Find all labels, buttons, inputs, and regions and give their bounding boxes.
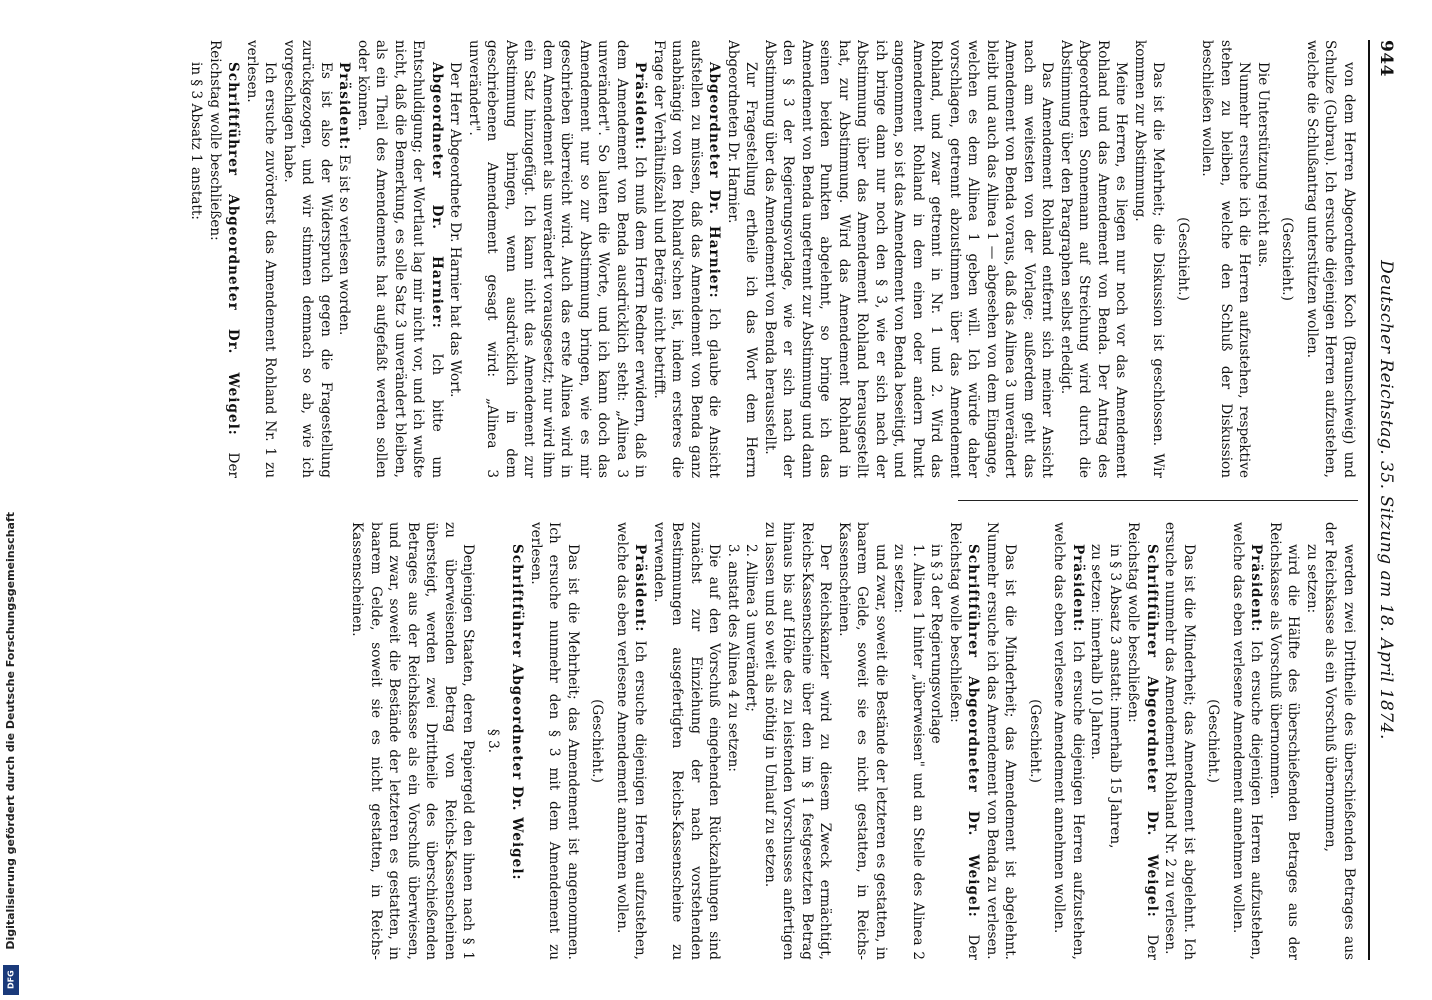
paragraph: Es ist also der Widerspruch gegen die Fragestellung zurückgezogen, und wir stimmen demnach so ab, wie ich vorgeschlagen habe. <box>281 40 334 478</box>
paragraph: Die auf den Vorschuß eingehenden Rückzahlungen sind zunächst zur Einziehung der nach vorstehenden Bestimmungen ausgefertigten Reichs-Kassenscheine zu verwenden. <box>651 522 723 960</box>
paragraph: Schriftführer Abgeordneter Dr. Weigel: Der Reichstag wolle beschließen: <box>207 40 242 478</box>
paragraph: Der Reichskanzler wird zu diesem Zweck ermächtigt, Reichs-Kassenscheine über den im § 1 festgesetzten Betrag hinaus bis auf Höhe des zu leistenden Vorschusses anfertigen zu lassen und so weit als nöthig in Umlauf zu setzen. <box>762 522 834 960</box>
funding-credit: Digitalisierung gefördert durch die Deutsche Forschungsgemeinschaft <box>4 512 17 950</box>
paragraph: Schriftführer Abgeordneter Dr. Weigel: Der Reichstag wolle beschließen: <box>947 522 982 960</box>
paragraph: Schriftführer Abgeordneter Dr. Weigel: Der Reichstag wolle beschließen: <box>1125 522 1160 960</box>
right-column <box>68 522 1358 960</box>
page-number: 944 <box>1376 40 1396 77</box>
page-content <box>60 20 1400 980</box>
page-title: Deutscher Reichstag. 35. Sitzung am 18. April 1874. <box>1376 260 1396 740</box>
paragraph: Präsident: Es ist so verlesen worden. <box>336 62 353 336</box>
paragraph: 2. Alinea 3 unverändert; <box>743 544 760 712</box>
paragraph: Ich ersuche zuvörderst das Amendement Rohland Nr. 1 zu verlesen. <box>244 40 279 478</box>
paragraph: Präsident: Ich ersuche diejenigen Herren aufzustehen, welche das eben verlesene Amendement annehmen wollen. <box>614 522 649 960</box>
paragraph: 3. anstatt des Alinea 4 zu setzen: <box>725 544 741 772</box>
paragraph: Das ist die Mehrheit; das Amendement ist angenommen. Ich ersuche nunmehr den § 3 mit dem Amendement zu verlesen. <box>528 522 581 960</box>
paragraph: werden zwei Drittheile des überschießenden Betrages aus der Reichskasse als ein Vorschuß übernommen, <box>1322 522 1357 960</box>
paragraph: zu setzen: innerhalb 10 Jahren. <box>1088 544 1105 760</box>
paragraph: und zwar, soweit die Bestände der letzteren es gestatten, in baarem Gelde, soweit sie es nicht gestatten, in Reichs-Kassenscheinen. <box>836 522 889 960</box>
paragraph: Das ist die Mehrheit; die Diskussion ist geschlossen. Wir kommen zur Abstimmung. <box>1132 40 1167 478</box>
paragraph: von dem Herren Abgeordneten Koch (Braunschweig) und Schulze (Gubrau). Ich ersuche diejenigen Herren aufzustehen, welche die Schlußantrag unterstützen wollen. <box>1304 40 1357 478</box>
paragraph: (Geschieht.) <box>1205 699 1222 783</box>
paragraph: Der Herr Abgeordnete Dr. Harnier hat das Wort. <box>447 62 464 398</box>
scanned-page <box>60 20 1400 980</box>
paragraph: § 3. <box>485 728 501 754</box>
paragraph: Präsident: Ich muß dem Herrn Redner erwidern, daß in dem Amendement von Benda ausdrücklich steht: „Alinea 3 unverändert". So lauten die Worte, und ich kann doch das Amendement nur so zur Abstimmung bringen, wie es mir geschrieben überreicht wird. Auch das erste Alinea wird in dem Amendement als unverändert vorausgesetzt; nur wird ihm ein Satz hinzugefügt. Ich kann nicht das Amendement zur Abstimmung bringen, wenn ausdrücklich in dem geschriebenen Amendement gesagt wird: „Alinea 3 unverändert". <box>466 40 649 478</box>
paragraph: Zur Fragestellung ertheile ich das Wort dem Herrn Abgeordneten Dr. Harnier. <box>725 40 760 478</box>
paragraph: (Geschieht.) <box>1175 217 1191 301</box>
paragraph: Das ist die Minderheit; das Amendement ist abgelehnt. Nunmehr ersuche ich das Amendement von Benda zu verlesen. <box>984 522 1019 960</box>
paragraph: in § 3 Absatz 1 anstatt: <box>188 62 205 220</box>
paragraph: Abgeordneter Dr. Harnier: Ich bitte um Entschuldigung; der Wortlaut lag mir nicht vor, und ich wußte nicht, daß die Bemerkung, es solle Satz 3 unverändert bleiben, als ein Theil des Amendements hat aufgefaßt werden sollen oder können. <box>355 40 445 478</box>
paragraph: (Geschieht.) <box>589 699 606 783</box>
paragraph: in § 3 Absatz 3 anstatt: innerhalb 15 Jahren, <box>1107 544 1123 849</box>
paragraph: wird die Hälfte des überschießenden Betrages aus der Reichskasse als Vorschuß übernommen. <box>1267 522 1302 960</box>
paragraph: Nunmehr ersuche ich die Herren aufzustehen, respektive stehen zu bleiben, welche den Schluß der Diskussion beschließen wollen. <box>1199 40 1253 478</box>
paragraph: Die Unterstützung reicht aus. <box>1255 62 1271 268</box>
paragraph: zu setzen: <box>1304 544 1320 614</box>
paragraph: (Geschieht.) <box>1027 699 1043 783</box>
paragraph: Meine Herren, es liegen nur noch vor das Amendement Rohland und das Amendement von Benda. Der Antrag des Abgeordneten Sonnemann auf Streichung wird durch die Abstimmung über den Paragraphen selbst erledigt. <box>1058 40 1130 478</box>
paragraph: 1. Alinea 1 hinter „überweisen" und an Stelle des Alinea 2 zu setzen: <box>891 544 926 960</box>
left-column <box>68 40 1358 478</box>
paragraph: Denjenigen Staaten, deren Papiergeld den ihnen nach § 1 zu überweisenden Betrag von Reichs-Kassenscheinen übersteigt, werden zwei Drittheile des überschießenden Betrages aus der Reichskasse als ein Vorschuß überwiesen, und zwar, soweit die Bestände der letzteren es gestatten, in baarem Gelde, soweit sie es nicht gestatten, in Reichs-Kassenscheinen. <box>349 522 477 960</box>
page-header <box>1368 40 1400 960</box>
paragraph: Präsident: Ich ersuche diejenigen Herren aufzustehen, welche das eben verlesene Amendement annehmen wollen. <box>1051 522 1086 960</box>
column-divider <box>958 500 1358 501</box>
paragraph: Das Amendement Rohland entfernt sich meiner Ansicht nach am weitesten von der Vorlage; außerdem geht das Amendement von Benda voraus, daß das Alinea 3 unverändert bleibt und auch das Alinea 1 — abgesehen von dem Eingange, welchen es dem Alinea 1 geben will. Ich würde daher vorschlagen, getrennt abzustimmen über das Amendement Rohland, und zwar getrennt in Nr. 1 und 2. Wird das Amendement Rohland in dem einen oder andern Punkt angenommen, so ist das Amendement von Benda beseitigt, und ich bringe dann nur noch den § 3, wie er sich nach der Abstimmung über das Amendement Rohland herausgestellt hat, zur Abstimmung. Wird das Amendement Rohland in seinen beiden Punkten abgelehnt, so bringe ich das Amendement von Benda ungetrennt zur Abstimmung und dann den § 3 der Regierungsvorlage, wie er sich nach der Abstimmung über das Amendement von Benda herausstellt. <box>762 40 1056 478</box>
paragraph: Präsident: Ich ersuche diejenigen Herren aufzustehen, welche das eben verlesene Amendement annehmen wollen. <box>1230 522 1265 960</box>
paragraph: Schriftführer Abgeordneter Dr. Weigel: <box>509 544 526 881</box>
paragraph: Abgeordneter Dr. Harnier: Ich glaube die Ansicht aufstellen zu müssen, daß das Amendement von Benda ganz unabhängig von den Rohland'schen ist, indem ersteres die Frage der Verhältnißzahl und Beträge nicht betrifft. <box>651 40 723 478</box>
paragraph: (Geschieht.) <box>1279 217 1296 301</box>
paragraph: in § 3 der Regierungsvorlage <box>928 544 945 744</box>
sidebar <box>0 20 22 990</box>
paragraph: Das ist die Minderheit; das Amendement ist abgelehnt. Ich ersuche nunmehr das Amendement Rohland Nr. 2 zu verlesen. <box>1162 522 1197 960</box>
dfg-logo: DFG <box>3 965 19 995</box>
